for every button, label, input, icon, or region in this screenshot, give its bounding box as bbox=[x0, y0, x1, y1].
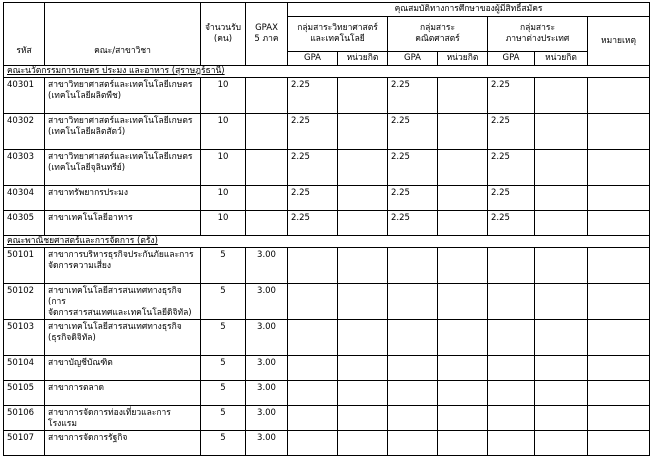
cell-sci-credits bbox=[338, 114, 388, 150]
cell-math-credits bbox=[438, 78, 488, 114]
cell-gpax bbox=[246, 150, 288, 186]
cell-sci-credits bbox=[338, 320, 388, 356]
cell-lang-gpa: 2.25 bbox=[488, 114, 535, 150]
cell-lang-gpa bbox=[488, 320, 535, 356]
header-sci-gpa: GPA bbox=[288, 52, 338, 66]
cell-sci-gpa bbox=[288, 248, 338, 284]
cell-lang-credits bbox=[535, 78, 588, 114]
section-title: คณะนวัตกรรมการเกษตร ประมง และอาหาร (สุราษฎร์ธานี) bbox=[4, 66, 650, 78]
cell-code: 40302 bbox=[4, 114, 45, 150]
admission-table bbox=[3, 2, 650, 456]
cell-gpax: 3.00 bbox=[246, 356, 288, 381]
cell-lang-credits bbox=[535, 186, 588, 211]
cell-sci-gpa bbox=[288, 284, 338, 320]
header-group-language: กลุ่มสาระ ภาษาต่างประเทศ bbox=[488, 17, 588, 52]
cell-program: สาขาเทคโนโลยีสารสนเทศทางธุรกิจ (การ จัดการสารสนเทศและเทคโนโลยีดิจิทัล) bbox=[45, 284, 201, 320]
cell-sci-gpa: 2.25 bbox=[288, 78, 338, 114]
cell-note bbox=[588, 186, 650, 211]
cell-lang-gpa: 2.25 bbox=[488, 150, 535, 186]
cell-note bbox=[588, 150, 650, 186]
cell-note bbox=[588, 320, 650, 356]
cell-note bbox=[588, 78, 650, 114]
cell-math-credits bbox=[438, 186, 488, 211]
cell-lang-gpa: 2.25 bbox=[488, 186, 535, 211]
cell-note bbox=[588, 431, 650, 456]
cell-lang-gpa bbox=[488, 356, 535, 381]
header-sci-credits: หน่วยกิต bbox=[338, 52, 388, 66]
cell-gpax: 3.00 bbox=[246, 406, 288, 431]
cell-math-gpa: 2.25 bbox=[388, 186, 438, 211]
cell-sci-gpa bbox=[288, 431, 338, 456]
cell-sci-gpa bbox=[288, 320, 338, 356]
cell-code: 50101 bbox=[4, 248, 45, 284]
cell-code: 50103 bbox=[4, 320, 45, 356]
table-row bbox=[4, 284, 650, 320]
cell-math-credits bbox=[438, 406, 488, 431]
cell-gpax: 3.00 bbox=[246, 431, 288, 456]
cell-sci-credits bbox=[338, 284, 388, 320]
cell-quota: 5 bbox=[201, 431, 246, 456]
cell-sci-credits bbox=[338, 248, 388, 284]
cell-gpax bbox=[246, 211, 288, 236]
cell-lang-credits bbox=[535, 284, 588, 320]
cell-math-gpa bbox=[388, 284, 438, 320]
cell-lang-credits bbox=[535, 356, 588, 381]
cell-lang-credits bbox=[535, 248, 588, 284]
cell-note bbox=[588, 248, 650, 284]
cell-gpax bbox=[246, 114, 288, 150]
cell-lang-credits bbox=[535, 431, 588, 456]
cell-sci-credits bbox=[338, 356, 388, 381]
table-row bbox=[4, 211, 650, 236]
cell-lang-gpa bbox=[488, 248, 535, 284]
cell-gpax bbox=[246, 186, 288, 211]
cell-lang-credits bbox=[535, 211, 588, 236]
cell-lang-gpa bbox=[488, 406, 535, 431]
cell-quota: 5 bbox=[201, 356, 246, 381]
cell-lang-credits bbox=[535, 406, 588, 431]
cell-sci-gpa: 2.25 bbox=[288, 150, 338, 186]
table-row bbox=[4, 78, 650, 114]
cell-sci-gpa: 2.25 bbox=[288, 211, 338, 236]
cell-sci-gpa bbox=[288, 406, 338, 431]
cell-code: 50105 bbox=[4, 381, 45, 406]
cell-code: 40304 bbox=[4, 186, 45, 211]
cell-lang-gpa bbox=[488, 431, 535, 456]
cell-program: สาขาการบริหารธุรกิจประกันภัยและการ จัดการความเสี่ยง bbox=[45, 248, 201, 284]
cell-math-credits bbox=[438, 284, 488, 320]
table-row bbox=[4, 150, 650, 186]
cell-program: สาขาเทคโนโลยีสารสนเทศทางธุรกิจ (ธุรกิจดิจิทัล) bbox=[45, 320, 201, 356]
cell-note bbox=[588, 406, 650, 431]
table-row bbox=[4, 406, 650, 431]
cell-sci-credits bbox=[338, 211, 388, 236]
table-row bbox=[4, 114, 650, 150]
cell-math-gpa bbox=[388, 431, 438, 456]
table-row bbox=[4, 356, 650, 381]
cell-quota: 10 bbox=[201, 211, 246, 236]
cell-math-credits bbox=[438, 114, 488, 150]
cell-sci-gpa bbox=[288, 356, 338, 381]
cell-sci-credits bbox=[338, 150, 388, 186]
cell-quota: 5 bbox=[201, 381, 246, 406]
cell-quota: 5 bbox=[201, 320, 246, 356]
header-gpax: GPAX 5 ภาค bbox=[246, 3, 288, 66]
cell-code: 50102 bbox=[4, 284, 45, 320]
cell-gpax: 3.00 bbox=[246, 381, 288, 406]
cell-sci-credits bbox=[338, 186, 388, 211]
cell-math-gpa: 2.25 bbox=[388, 150, 438, 186]
table-row bbox=[4, 320, 650, 356]
cell-lang-gpa: 2.25 bbox=[488, 78, 535, 114]
cell-math-gpa: 2.25 bbox=[388, 211, 438, 236]
cell-code: 40303 bbox=[4, 150, 45, 186]
cell-math-credits bbox=[438, 431, 488, 456]
cell-math-credits bbox=[438, 320, 488, 356]
cell-quota: 5 bbox=[201, 284, 246, 320]
cell-code: 40301 bbox=[4, 78, 45, 114]
cell-quota: 5 bbox=[201, 248, 246, 284]
cell-program: สาขาวิทยาศาสตร์และเทคโนโลยีเกษตร (เทคโนโลยีจุลินทรีย์) bbox=[45, 150, 201, 186]
header-group-math: กลุ่มสาระ คณิตศาสตร์ bbox=[388, 17, 488, 52]
cell-sci-gpa: 2.25 bbox=[288, 114, 338, 150]
cell-math-gpa bbox=[388, 320, 438, 356]
cell-program: สาขาการตลาด bbox=[45, 381, 201, 406]
cell-program: สาขาการจัดการท่องเที่ยวและการโรงแรม bbox=[45, 406, 201, 431]
header-math-gpa: GPA bbox=[388, 52, 438, 66]
cell-program: สาขาเทคโนโลยีอาหาร bbox=[45, 211, 201, 236]
cell-quota: 10 bbox=[201, 114, 246, 150]
cell-math-credits bbox=[438, 211, 488, 236]
cell-gpax: 3.00 bbox=[246, 284, 288, 320]
section-row bbox=[4, 66, 650, 78]
cell-sci-gpa: 2.25 bbox=[288, 186, 338, 211]
cell-program: สาขาการจัดการรัฐกิจ bbox=[45, 431, 201, 456]
cell-lang-credits bbox=[535, 150, 588, 186]
header-lang-credits: หน่วยกิต bbox=[535, 52, 588, 66]
cell-math-gpa bbox=[388, 406, 438, 431]
cell-quota: 10 bbox=[201, 78, 246, 114]
cell-math-gpa bbox=[388, 248, 438, 284]
cell-program: สาขาวิทยาศาสตร์และเทคโนโลยีเกษตร (เทคโนโลยีผลิตสัตว์) bbox=[45, 114, 201, 150]
section-title: คณะพาณิชยศาสตร์และการจัดการ (ตรัง) bbox=[4, 236, 650, 248]
cell-quota: 10 bbox=[201, 150, 246, 186]
table-row bbox=[4, 431, 650, 456]
cell-math-credits bbox=[438, 356, 488, 381]
cell-lang-gpa: 2.25 bbox=[488, 211, 535, 236]
header-quota: จำนวนรับ (คน) bbox=[201, 3, 246, 66]
header-math-credits: หน่วยกิต bbox=[438, 52, 488, 66]
cell-gpax: 3.00 bbox=[246, 320, 288, 356]
cell-code: 40305 bbox=[4, 211, 45, 236]
cell-quota: 10 bbox=[201, 186, 246, 211]
cell-note bbox=[588, 211, 650, 236]
header-notes: หมายเหตุ bbox=[588, 17, 650, 66]
cell-gpax bbox=[246, 78, 288, 114]
header-qualifications: คุณสมบัติทางการศึกษาของผู้มีสิทธิ์สมัคร bbox=[288, 3, 650, 17]
cell-code: 50107 bbox=[4, 431, 45, 456]
cell-note bbox=[588, 284, 650, 320]
table-body bbox=[4, 66, 650, 456]
header-group-science: กลุ่มสาระวิทยาศาสตร์ และเทคโนโลยี bbox=[288, 17, 388, 52]
cell-sci-credits bbox=[338, 78, 388, 114]
section-row bbox=[4, 236, 650, 248]
header-lang-gpa: GPA bbox=[488, 52, 535, 66]
cell-math-credits bbox=[438, 248, 488, 284]
cell-note bbox=[588, 114, 650, 150]
cell-lang-gpa bbox=[488, 284, 535, 320]
cell-sci-credits bbox=[338, 406, 388, 431]
header-code: รหัส bbox=[4, 3, 45, 66]
cell-program: สาขาวิทยาศาสตร์และเทคโนโลยีเกษตร (เทคโนโลยีผลิตพืช) bbox=[45, 78, 201, 114]
cell-math-credits bbox=[438, 150, 488, 186]
cell-math-gpa bbox=[388, 356, 438, 381]
cell-math-gpa: 2.25 bbox=[388, 78, 438, 114]
cell-math-gpa: 2.25 bbox=[388, 114, 438, 150]
cell-code: 50106 bbox=[4, 406, 45, 431]
cell-code: 50104 bbox=[4, 356, 45, 381]
cell-quota: 5 bbox=[201, 406, 246, 431]
cell-lang-credits bbox=[535, 114, 588, 150]
cell-gpax: 3.00 bbox=[246, 248, 288, 284]
cell-sci-credits bbox=[338, 431, 388, 456]
table-row bbox=[4, 248, 650, 284]
table-row bbox=[4, 186, 650, 211]
cell-lang-credits bbox=[535, 320, 588, 356]
cell-program: สาขาทรัพยากรประมง bbox=[45, 186, 201, 211]
header-program: คณะ/สาขาวิชา bbox=[45, 3, 201, 66]
cell-note bbox=[588, 356, 650, 381]
cell-program: สาขาบัญชีบัณฑิต bbox=[45, 356, 201, 381]
